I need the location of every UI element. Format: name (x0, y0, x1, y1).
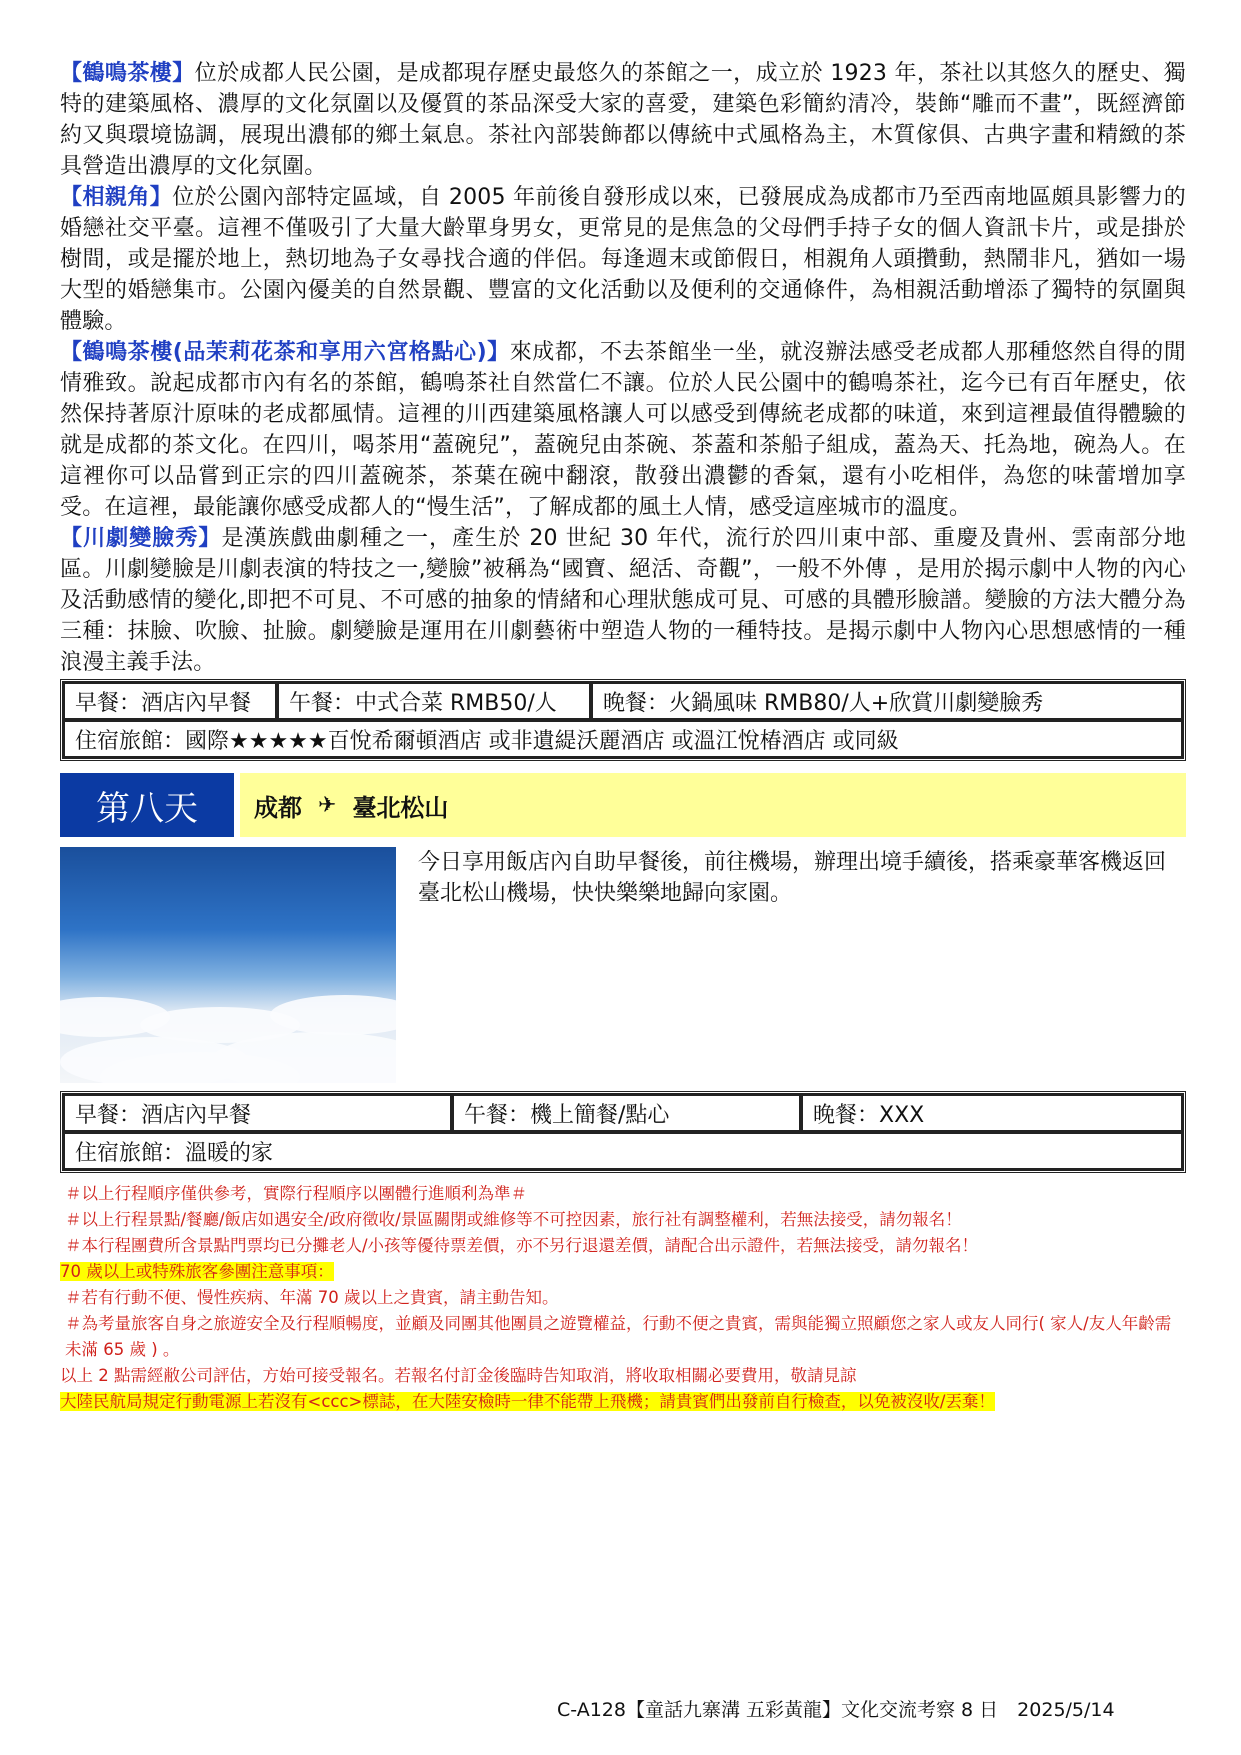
section-text: 來成都，不去茶館坐一坐，就沒辦法感受老成都人那種悠然自得的閒情雅致。說起成都市內有名的茶館，鶴鳴茶社自然當仁不讓。位於人民公園中的鶴鳴茶社，迄今已有百年歷史，依然保持著原汁原味的老成都風情。這裡的川西建築風格讓人可以感受到傳統老成都的味道，來到這裡最值得體驗的就是成都的茶文化。在四川，喝茶用“蓋碗兒”，蓋碗兒由茶碗、茶蓋和茶船子組成，蓋為天、托為地，碗為人。在這裡你可以品嘗到正宗的四川蓋碗茶，茶葉在碗中翻滾，散發出濃鬱的香氣，還有小吃相伴，為您的味蕾增加享受。在這裡，最能讓你感受成都人的“慢生活”，了解成都的風土人情，感受這座城市的溫度。 (60, 340, 1186, 520)
dinner-cell: 晚餐：火鍋風味 RMB80/人+欣賞川劇變臉秀 (591, 682, 1183, 720)
note-line: ＃以上行程順序僅供參考，實際行程順序以團體行進順利為準＃ (65, 1184, 527, 1203)
section-text: 位於成都人民公園，是成都現存歷史最悠久的茶館之一，成立於 1923 年，茶社以其悠久的歷史、獨特的建築風格、濃厚的文化氛圍以及優質的茶品深受大家的喜愛，建築色彩簡約清冷，裝飾“雕而不畫”，既經濟節約又與環境協調，展現出濃郁的鄉土氣息。茶社內部裝飾都以傳統中式風格為主，木質傢俱、古典字畫和精緻的茶具營造出濃厚的文化氛圍。 (60, 61, 1186, 179)
airplane-icon: ✈ (318, 792, 337, 818)
section-matchmaking-corner (60, 182, 1186, 337)
lunch-cell: 午餐：機上簡餐/點心 (452, 1094, 801, 1132)
note-highlight: 70 歲以上或特殊旅客參團注意事項： (60, 1262, 334, 1281)
route-to: 臺北松山 (352, 793, 449, 822)
notes-section (60, 1181, 1186, 1415)
day7-meals-table (60, 679, 1186, 761)
note-line: ＃以上行程景點/餐廳/飯店如遇安全/政府徵收/景區關閉或維修等不可控因素，旅行社有調整權利，若無法接受，請勿報名！ (65, 1210, 962, 1229)
section-title: 【鶴鳴茶樓(品茉莉花茶和享用六宮格點心)】 (60, 340, 510, 365)
note-line (60, 1389, 1186, 1415)
section-title: 【川劇變臉秀】 (60, 526, 222, 551)
section-title: 【鶴鳴茶樓】 (60, 61, 195, 86)
section-heming-teahouse (60, 58, 1186, 182)
section-title: 【相親角】 (60, 185, 173, 210)
section-text: 位於公園內部特定區域，自 2005 年前後自發形成以來，已發展成為成都市乃至西南地區頗具影響力的婚戀社交平臺。這裡不僅吸引了大量大齡單身男女，更常見的是焦急的父母們手持子女的個人資訊卡片，或是掛於樹間，或是擺於地上，熱切地為子女尋找合適的伴侶。每逢週末或節假日，相親角人頭攢動，熱鬧非凡，猶如一場大型的婚戀集市。公園內優美的自然景觀、豐富的文化活動以及便利的交通條件，為相親活動增添了獨特的氛圍與體驗。 (60, 185, 1186, 334)
day8-header (60, 773, 1186, 837)
note-line (60, 1259, 1186, 1285)
note-line: ＃本行程團費所含景點門票均已分攤老人/小孩等優待票差價，亦不另行退還差價，請配合出示證件，若無法接受，請勿報名！ (65, 1236, 979, 1255)
dinner-cell: 晚餐：XXX (801, 1094, 1183, 1132)
note-line: 以上 2 點需經敝公司評估，方始可接受報名。若報名付訂金後臨時告知取消，將收取相關必要費用，敬請見諒 (60, 1366, 857, 1385)
lunch-cell: 午餐：中式合菜 RMB50/人 (277, 682, 591, 720)
day8-meals-table (60, 1091, 1186, 1173)
page-footer: C-A128【童話九寨溝 五彩黃龍】文化交流考察 8 日 2025/5/14 (557, 1699, 1115, 1721)
itinerary-page (60, 58, 1186, 1415)
note-line: ＃若有行動不便、慢性疾病、年滿 70 歲以上之貴賓，請主動告知。 (65, 1288, 559, 1307)
section-text: 是漢族戲曲劇種之一，產生於 20 世紀 30 年代，流行於四川東中部、重慶及貴州、雲南部分地區。川劇變臉是川劇表演的特技之一,變臉”被稱為“國寶、絕活、奇觀”，一般不外傳 ，是用於揭示劇中人物的內心及活動感情的變化,即把不可見、不可感的抽象的情緒和心理狀態成可見、可感的具體形臉譜。變臉的方法大體分為三種：抹臉、吹臉、扯臉。劇變臉是運用在川劇藝術中塑造人物的一種特技。是揭示劇中人物內心思想感情的一種浪漫主義手法。 (60, 526, 1186, 675)
day8-body (60, 847, 1186, 1083)
hotel-cell: 住宿旅館：溫暖的家 (63, 1132, 1183, 1170)
note-highlight: 大陸民航局規定行動電源上若沒有<ccc>標誌，在大陸安檢時一律不能帶上飛機；請貴賓們出發前自行檢查，以免被沒收/丟棄！ (60, 1392, 995, 1411)
day8-description: 今日享用飯店內自助早餐後，前往機場，辦理出境手續後，搭乘豪華客機返回臺北松山機場，快快樂樂地歸向家園。 (418, 850, 1167, 906)
section-face-changing-show (60, 523, 1186, 678)
breakfast-cell: 早餐：酒店內早餐 (63, 682, 277, 720)
hotel-cell: 住宿旅館：國際★★★★★百悅希爾頓酒店 或非遺緹沃麗酒店 或溫江悅椿酒店 或同級 (63, 720, 1183, 758)
note-line: ＃為考量旅客自身之旅遊安全及行程順暢度，並顧及同團其他團員之遊覽權益，行動不便之貴賓，需與能獨立照顧您之家人或友人同行( 家人/友人年齡需未滿 65 歲 ) 。 (65, 1314, 1172, 1359)
day-label: 第八天 (60, 773, 234, 837)
day-route (240, 773, 1186, 837)
route-from: 成都 (254, 793, 302, 822)
sky-clouds-photo (60, 847, 396, 1083)
breakfast-cell: 早餐：酒店內早餐 (63, 1094, 452, 1132)
section-heming-tea-tasting (60, 337, 1186, 523)
